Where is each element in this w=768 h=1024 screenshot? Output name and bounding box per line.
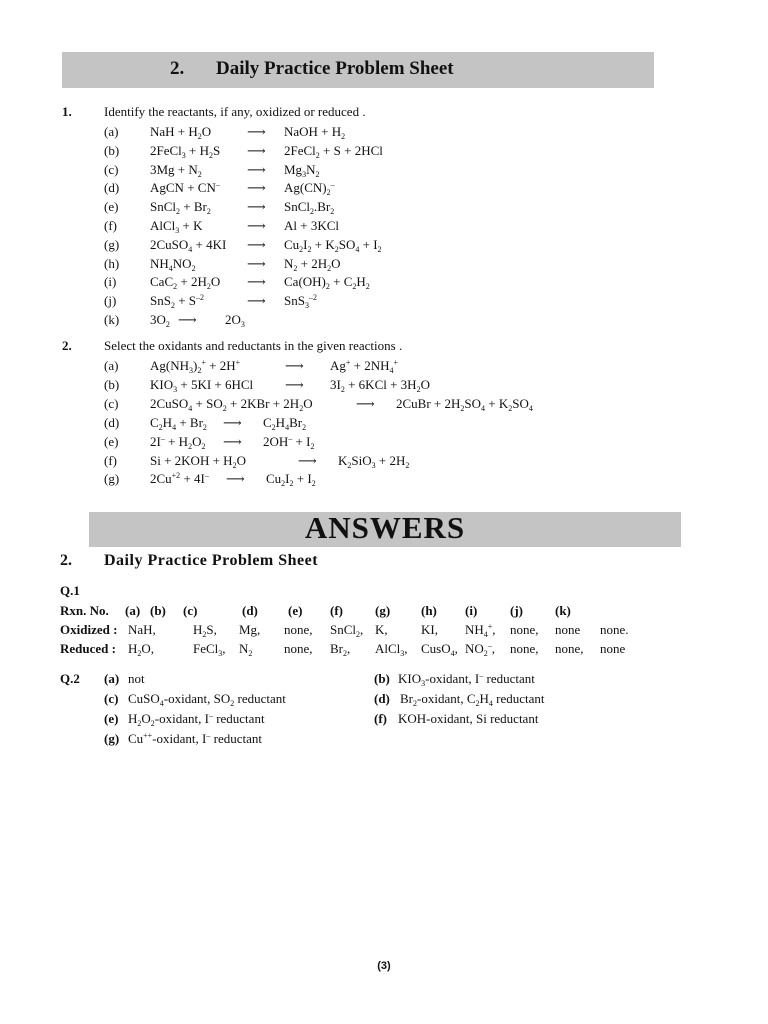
reduced-cell: AlCl$_3$, [375, 641, 408, 658]
answer-q2-item-label: (d) [374, 691, 390, 706]
answer-q2-item-label: (g) [104, 731, 120, 746]
rxn-col-label: (i) [465, 603, 478, 618]
q1-item-label: (i) [104, 274, 117, 290]
answer-q2-item-text: KOH-oxidant, Si reductant [398, 711, 539, 726]
q2-item-label: (g) [104, 471, 120, 487]
q2-item-label: (c) [104, 395, 119, 411]
q1-reactants: $3Mg + N_2$ [150, 161, 202, 179]
reaction-arrow-icon: ⟶ [247, 124, 266, 139]
q2-products: 2CuBr + $2H_2SO_4 + K_2SO_4$ [396, 395, 533, 413]
page-number: (3) [377, 960, 391, 972]
reaction-arrow-icon: ⟶ [178, 312, 197, 327]
rxn-col-label: (k) [555, 603, 571, 618]
rxn-col-label: (g) [375, 603, 391, 618]
answers-sheet-number: 2. [60, 552, 72, 569]
q1-item-label: (c) [104, 161, 119, 177]
reaction-arrow-icon: ⟶ [247, 180, 266, 196]
rxn-col-label: (b) [150, 603, 166, 618]
reduced-cell: none, [555, 641, 584, 656]
reduced-label: Reduced : [60, 641, 116, 656]
answer-q2-label: Q.2 [60, 671, 80, 686]
oxidized-cell: none, [510, 622, 539, 637]
answer-q2-item-text: $KIO_3$-oxidant, I– reductant [398, 671, 535, 688]
q1-item-label: (f) [104, 218, 117, 233]
q1-products: Al + 3KCl [284, 218, 340, 233]
oxidized-cell: KI, [421, 622, 438, 637]
rxn-col-label: (f) [330, 603, 343, 618]
rxn-header: Rxn. No. [60, 603, 109, 618]
q1-item-label: (k) [104, 312, 120, 327]
rxn-col-label: (a) [125, 603, 141, 618]
q2-products: $C_2H_4Br_2$ [263, 414, 307, 432]
q1-reactants: $3O_2$ [150, 312, 170, 329]
q1-products: $Ca(OH)_2 + C_2H_2$ [284, 274, 370, 292]
q2-item-label: (d) [104, 414, 120, 430]
q2-reactants: $C_2H_4 + Br_2$ [150, 414, 207, 432]
q1-products: 2FeCl$_2$ + S + 2HCl [284, 142, 383, 160]
reaction-arrow-icon: ⟶ [247, 293, 266, 309]
question-2-number: 2. [62, 338, 72, 353]
reaction-arrow-icon: ⟶ [247, 161, 266, 177]
oxidized-cell: SnCl$_2$, [330, 622, 364, 639]
question-1-text: Identify the reactants, if any, oxidized or reduced . [104, 104, 366, 119]
answers-sheet-title: Daily Practice Problem Sheet [104, 552, 319, 569]
q2-products: $Ag^+ + 2NH_4^+$ [330, 358, 399, 375]
q2-reactants: 2CuSO$_4$ + $SO_2 + 2KBr + 2H_2O$ [150, 395, 313, 413]
q1-products: $2O_3$ [225, 312, 245, 329]
answer-q2-item-label: (f) [374, 711, 387, 726]
q1-item-label: (h) [104, 255, 120, 271]
oxidized-cell: $NH_4^+$, [465, 622, 496, 639]
q2-item-label: (b) [104, 376, 120, 392]
reaction-arrow-icon: ⟶ [226, 471, 245, 487]
reaction-arrow-icon: ⟶ [285, 358, 304, 373]
q2-item-label: (a) [104, 358, 119, 373]
q1-item-label: (a) [104, 124, 119, 139]
rxn-col-label: (e) [288, 603, 303, 618]
q2-item-label: (e) [104, 433, 119, 449]
answer-q2-item-text: $Br_2$-oxidant, $C_2H_4$ reductant [400, 691, 545, 708]
q2-reactants: $KIO_3 + 5KI + 6HCl$ [150, 376, 254, 394]
answer-q2-item-label: (a) [104, 671, 120, 686]
q1-reactants: AgCN + CN– [150, 180, 220, 196]
question-2-text: Select the oxidants and reductants in the given reactions . [104, 338, 403, 353]
oxidized-label: Oxidized : [60, 622, 118, 637]
q1-reactants: SnCl$_2$ + $Br_2$ [150, 199, 211, 217]
rxn-col-label: (h) [421, 603, 437, 618]
question-1-number: 1. [62, 104, 72, 119]
q2-reactants: $Si + 2KOH + H_2O$ [150, 452, 246, 470]
q2-reactants: $2Cu^{+2} + 4I^-$ [150, 471, 209, 487]
q1-item-label: (d) [104, 180, 120, 196]
oxidized-cell: $H_2S$, [193, 622, 217, 639]
q1-reactants: 2CuSO$_4$ + 4KI [150, 236, 227, 254]
reduced-cell: $N_2$ [239, 641, 253, 658]
answer-q2-item-label: (e) [104, 711, 119, 726]
q1-item-label: (g) [104, 236, 120, 252]
oxidized-cell: none. [600, 622, 629, 637]
oxidized-cell: Mg, [239, 622, 261, 637]
q2-products: $3I_2 + 6KCl + 3H_2O$ [330, 376, 430, 394]
reaction-arrow-icon: ⟶ [247, 142, 266, 158]
reduced-cell: FeCl$_3$, [193, 641, 226, 658]
reaction-arrow-icon: ⟶ [356, 395, 375, 411]
sheet-number: 2. [170, 58, 185, 79]
q1-reactants: $NH_4NO_2$ [150, 255, 196, 273]
oxidized-cell: K, [375, 622, 388, 637]
answer-q2-item-text: CuSO$_4$-oxidant, $SO_2$ reductant [128, 691, 286, 708]
q1-products: $N_2 + 2H_2O$ [284, 255, 341, 273]
q2-products: $K_2SiO_3 + 2H_2$ [338, 452, 410, 470]
answers-banner: ANSWERS [304, 510, 466, 545]
q2-products: $2OH^- + I_2$ [263, 433, 315, 451]
reaction-arrow-icon: ⟶ [223, 414, 242, 430]
q2-item-label: (f) [104, 452, 117, 468]
answer-q2-item-text: not [128, 671, 145, 686]
q1-item-label: (b) [104, 142, 120, 158]
q1-products: $Cu_2I_2 + K_2SO_4 + I_2$ [284, 236, 382, 254]
reduced-cell: CusO$_4$, [421, 641, 458, 658]
q1-products: $Ag(CN)_2^-$ [284, 180, 335, 198]
q1-item-label: (j) [104, 293, 117, 309]
answer-q2-item-label: (b) [374, 671, 390, 686]
oxidized-cell: none, [284, 622, 313, 637]
rxn-col-label: (d) [242, 603, 258, 618]
reaction-arrow-icon: ⟶ [247, 218, 266, 233]
reaction-arrow-icon: ⟶ [298, 452, 317, 468]
q1-reactants: NaH + $H_2O$ [150, 124, 212, 141]
rxn-col-label: (j) [510, 603, 523, 618]
reduced-cell: $H_2O$, [128, 641, 155, 658]
reduced-cell: $NO_2^-$, [465, 641, 496, 658]
reduced-cell: none, [284, 641, 313, 656]
answer-q2-item-text: Cu++-oxidant, I– reductant [128, 731, 262, 746]
q1-products: NaOH + $H_2$ [284, 124, 346, 141]
answer-q2-item-label: (c) [104, 691, 119, 706]
q2-products: $Cu_2I_2 + I_2$ [266, 471, 316, 489]
reduced-cell: none, [510, 641, 539, 656]
q1-products: SnS$_3^{-2}$ [284, 293, 317, 311]
q1-item-label: (e) [104, 199, 119, 215]
rxn-col-label: (c) [183, 603, 198, 618]
q2-reactants: $2I^- + H_2O_2$ [150, 433, 206, 451]
reaction-arrow-icon: ⟶ [247, 274, 266, 290]
reaction-arrow-icon: ⟶ [247, 255, 266, 271]
q1-reactants: AlCl$_3$ + K [150, 218, 203, 235]
reaction-arrow-icon: ⟶ [223, 433, 242, 449]
oxidized-cell: NaH, [128, 622, 156, 637]
q1-reactants: $CaC_2 + 2H_2O$ [150, 274, 221, 292]
q1-reactants: $SnS_2 + S^{-2}$ [150, 293, 205, 311]
answer-q1-label: Q.1 [60, 583, 80, 598]
answer-q2-item-text: $H_2O_2$-oxidant, I– reductant [128, 711, 265, 728]
sheet-title: Daily Practice Problem Sheet [216, 58, 454, 79]
reaction-arrow-icon: ⟶ [285, 376, 304, 392]
q1-products: $SnCl_2.Br_2$ [284, 199, 335, 217]
reaction-arrow-icon: ⟶ [247, 199, 266, 215]
reduced-cell: $Br_2$, [330, 641, 351, 658]
q1-reactants: 2FeCl$_3$ + $H_2S$ [150, 142, 221, 160]
reduced-cell: none [600, 641, 626, 656]
reaction-arrow-icon: ⟶ [247, 236, 266, 252]
oxidized-cell: none [555, 622, 581, 637]
q2-reactants: $Ag(NH_3)_2^+ + 2H^+$ [150, 358, 241, 375]
q1-products: $Mg_3N_2$ [284, 161, 320, 179]
